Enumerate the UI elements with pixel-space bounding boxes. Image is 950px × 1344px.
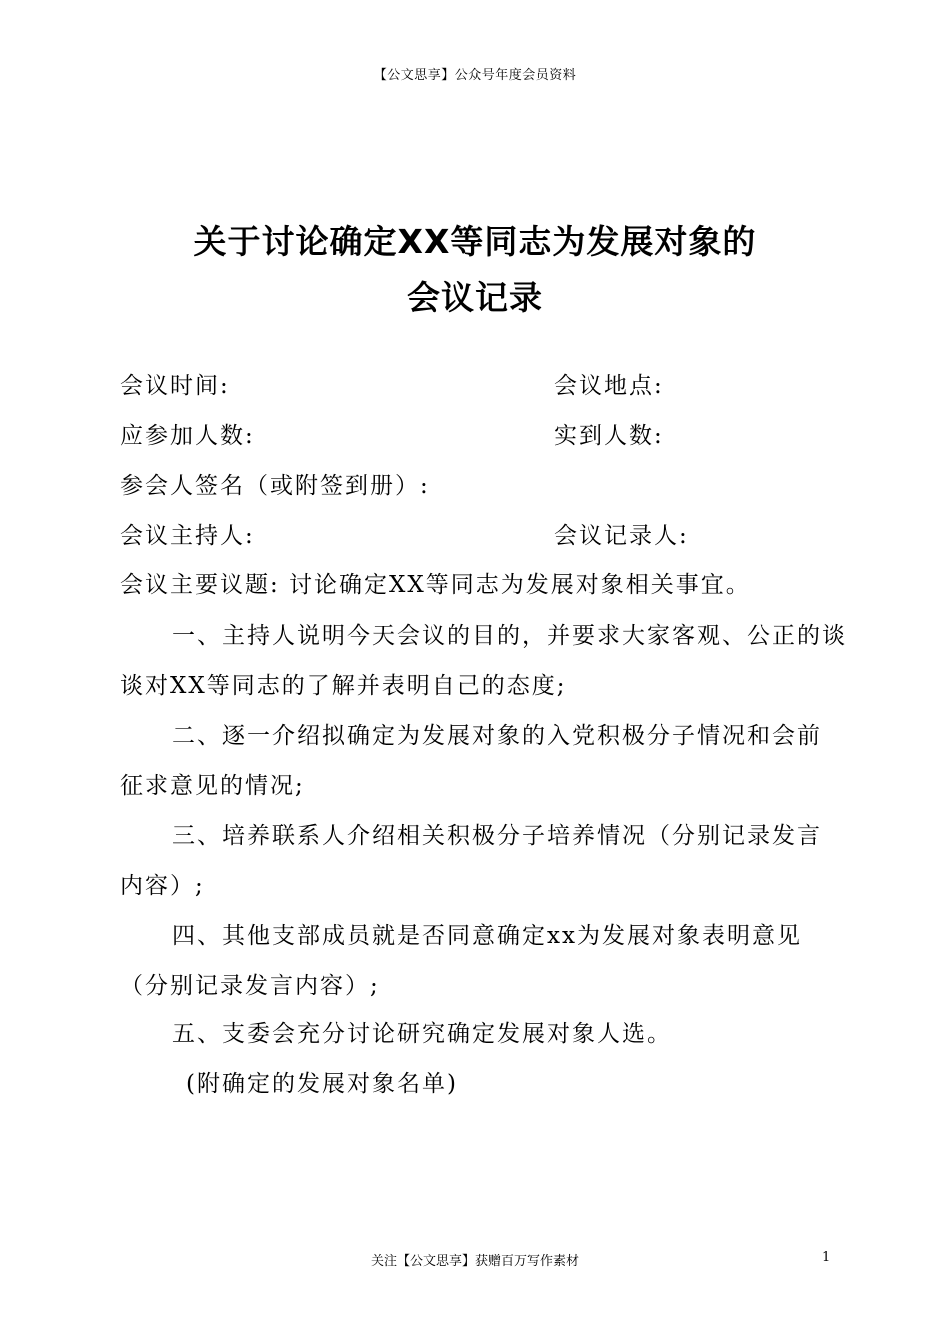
page-number: 1 <box>822 1250 831 1265</box>
item-5-line-1: 五、支委会充分讨论研究确定发展对象人选。 <box>172 1021 672 1047</box>
meeting-place-label: 会议地点: <box>554 373 664 399</box>
page-header: 【公文思享】公众号年度会员资料 <box>373 68 577 83</box>
meeting-topic: 会议主要议题: 讨论确定XX等同志为发展对象相关事宜。 <box>120 572 751 598</box>
recorder-label: 会议记录人: <box>554 523 689 549</box>
appendix-note: (附确定的发展对象名单) <box>186 1071 458 1097</box>
actual-attendees-label: 实到人数: <box>554 423 664 449</box>
title-line-2: 会议记录 <box>407 278 543 317</box>
expected-attendees-label: 应参加人数: <box>120 423 255 449</box>
item-1-line-1: 一、主持人说明今天会议的目的，并要求大家客观、公正的谈 <box>172 623 847 649</box>
title-line-1: 关于讨论确定XX等同志为发展对象的 <box>193 222 757 261</box>
item-3-line-1: 三、培养联系人介绍相关积极分子培养情况（分别记录发言 <box>172 823 822 849</box>
item-1-line-2: 谈对XX等同志的了解并表明自己的态度; <box>120 673 567 699</box>
item-4-line-2: （分别记录发言内容）; <box>120 973 380 999</box>
signature-label: 参会人签名（或附签到册）: <box>120 473 430 499</box>
host-label: 会议主持人: <box>120 523 255 549</box>
item-3-line-2: 内容）; <box>120 873 205 899</box>
meeting-time-label: 会议时间: <box>120 373 230 399</box>
page-footer: 关注【公文思享】获赠百万写作素材 <box>370 1254 579 1269</box>
item-2-line-1: 二、逐一介绍拟确定为发展对象的入党积极分子情况和会前 <box>172 723 822 749</box>
document-title <box>0 214 950 326</box>
item-2-line-2: 征求意见的情况; <box>120 773 305 799</box>
item-4-line-1: 四、其他支部成员就是否同意确定xx为发展对象表明意见 <box>172 923 802 949</box>
